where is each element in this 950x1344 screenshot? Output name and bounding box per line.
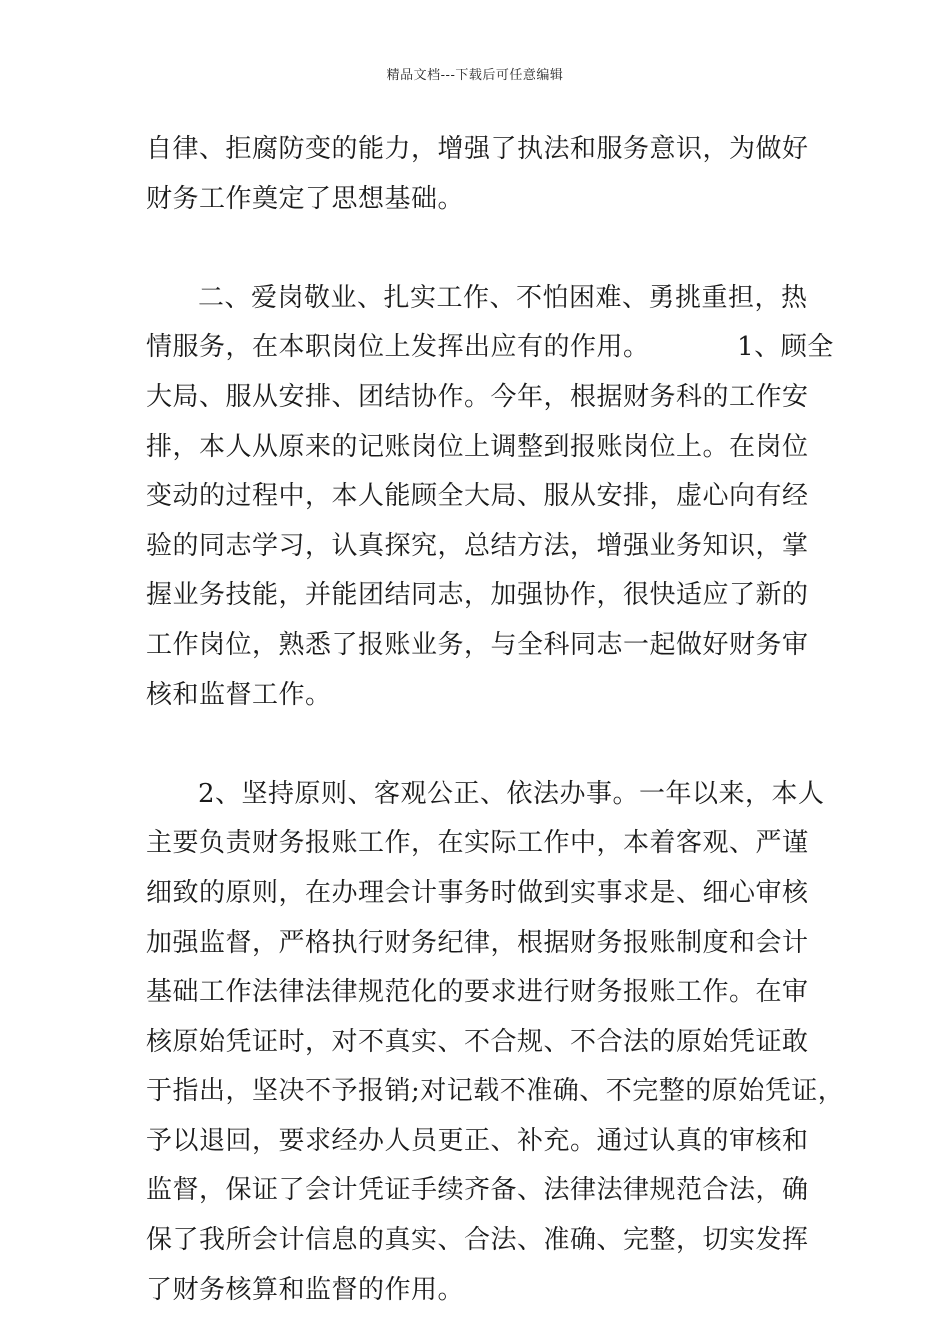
text-line: 握业务技能，并能团结同志，加强协作，很快适应了新的 [146,580,809,611]
text-line: 验的同志学习，认真探究，总结方法，增强业务知识，掌 [146,530,809,561]
text-line: 监督，保证了会计凭证手续齐备、法律法律规范合法，确 [146,1175,809,1206]
text-line: 工作岗位，熟悉了报账业务，与全科同志一起做好财务审 [146,629,809,660]
text-line: 变动的过程中，本人能顾全大局、服从安排，虚心向有经 [146,481,809,512]
text-line: 自律、拒腐防变的能力，增强了执法和服务意识，为做好 [146,134,809,164]
text-line: 加强监督，严格执行财务纪律，根据财务报账制度和会计 [146,927,809,958]
text-line: 予以退回，要求经办人员更正、补充。通过认真的审核和 [146,1125,809,1156]
page-header: 精品文档---下载后可任意编辑 [386,68,564,83]
text-line: 主要负责财务报账工作，在实际工作中，本着客观、严谨 [146,828,809,859]
text-line: 核和监督工作。 [146,679,332,710]
text-line: 保了我所会计信息的真实、合法、准确、完整，切实发挥 [146,1225,809,1256]
text-line: 大局、服从安排、团结协作。今年，根据财务科的工作安 [146,381,809,412]
body-text [146,125,845,1315]
text-line: 财务工作奠定了思想基础。 [146,183,465,214]
text-line: 情服务，在本职岗位上发挥出应有的作用。 1、顾全 [146,332,834,363]
text-line: 基础工作法律法律规范化的要求进行财务报账工作。在审 [146,977,809,1008]
paragraph-start-line: 2、坚持原则、客观公正、依法办事。一年以来，本人 [198,778,825,809]
text-line: 细致的原则，在办理会计事务时做到实事求是、细心审核 [146,877,809,908]
paragraph-start-line: 二、爱岗敬业、扎实工作、不怕困难、勇挑重担，热 [198,282,808,313]
blank-line [146,720,816,770]
text-line: 核原始凭证时，对不真实、不合规、不合法的原始凭证敢 [146,1026,809,1057]
blank-line [146,224,816,274]
text-line: 了财务核算和监督的作用。 [146,1274,465,1305]
text-line: 于指出，坚决不予报销;对记载不准确、不完整的原始凭证， [146,1076,845,1107]
text-line: 排，本人从原来的记账岗位上调整到报账岗位上。在岗位 [146,431,809,462]
